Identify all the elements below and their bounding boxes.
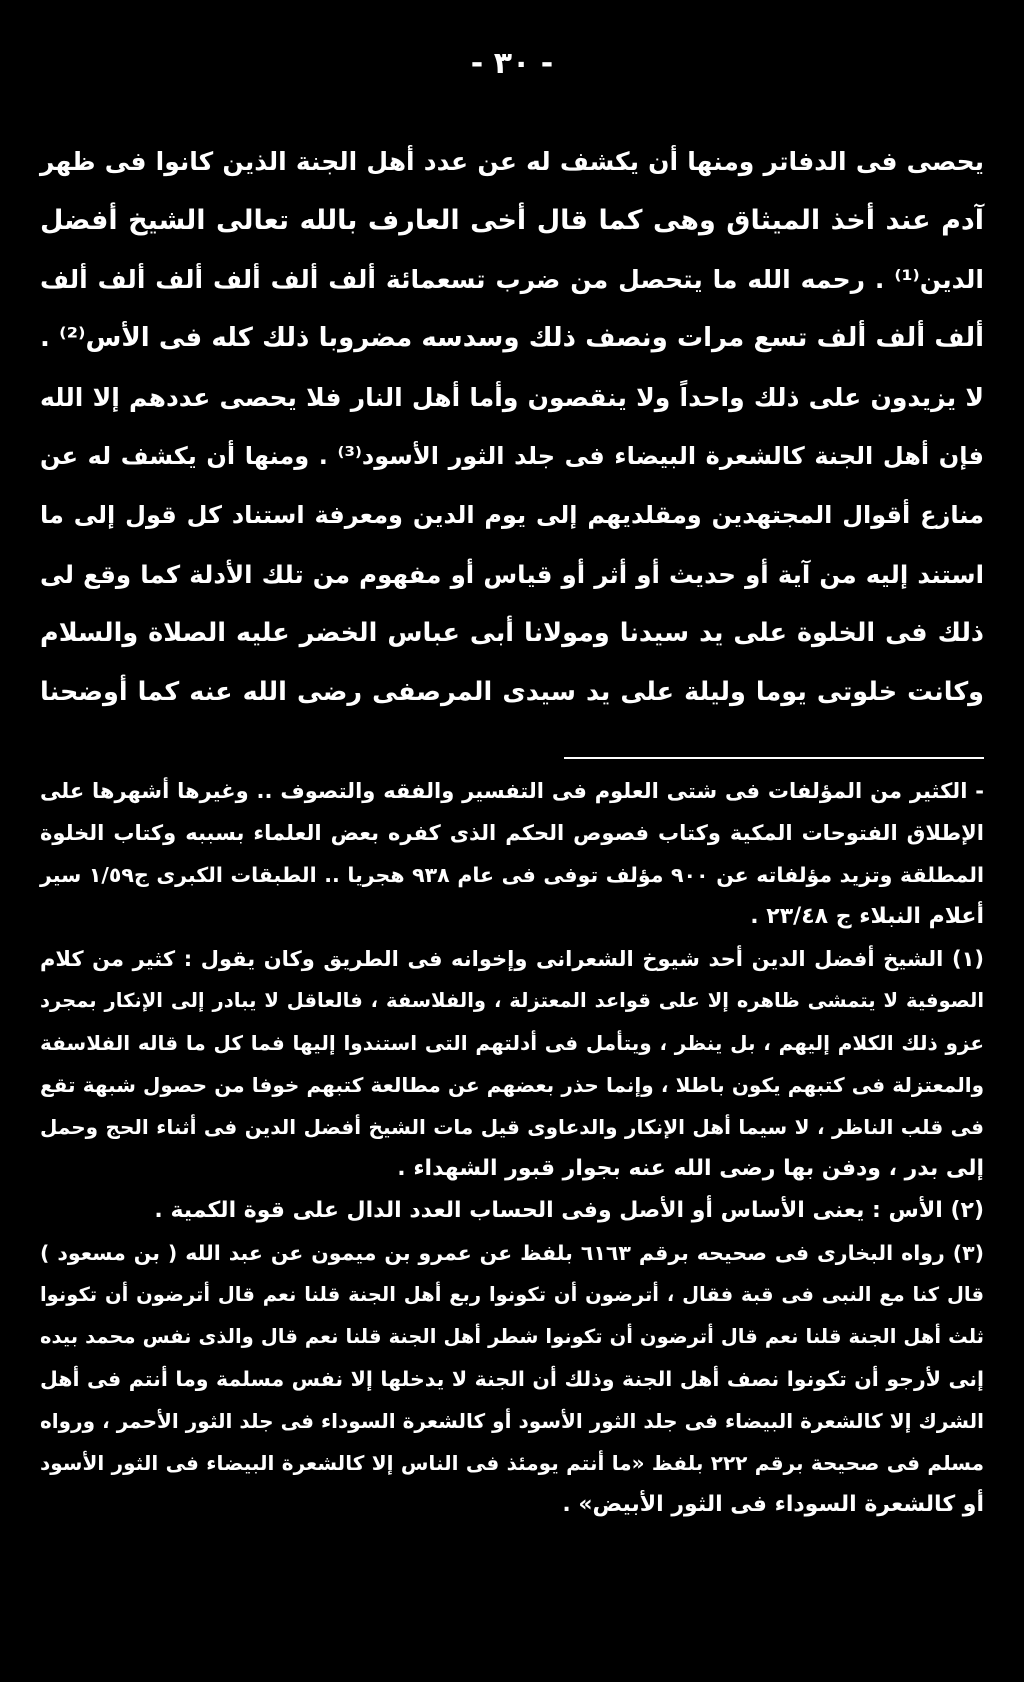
main-text-line: آدم عند أخذ الميثاق وهى كما قال أخى العارف بالله تعالى الشيخ أفضل: [40, 205, 984, 236]
page-number: - ٣٠ -: [470, 46, 554, 81]
main-text-line: وكانت خلوتى يوما وليلة على يد سيدى المرصفى رضى الله عنه كما أوضحنا: [40, 677, 984, 707]
footnotes-section: [40, 770, 984, 1526]
footnote-line: - الكثير من المؤلفات فى شتى العلوم فى التفسير والفقه والتصوف .. وغيرها أشهرها على: [40, 779, 984, 803]
main-text-line: الدين⁽¹⁾ . رحمه الله ما يتحصل من ضرب تسعمائة ألف ألف ألف ألف ألف ألف: [40, 265, 984, 294]
footnote-line: الشرك إلا كالشعرة البيضاء فى جلد الثور الأسود أو كالشعرة السوداء فى جلد الثور الأحمر ، ورواه: [40, 1409, 984, 1433]
footnote-divider: [564, 757, 984, 759]
footnote-line: أو كالشعرة السوداء فى الثور الأبيض» .: [562, 1492, 984, 1517]
footnote-line: (٢) الأس : يعنى الأساس أو الأصل وفى الحساب العدد الدال على قوة الكمية .: [154, 1198, 984, 1223]
footnote-line: إنى لأرجو أن تكونوا نصف أهل الجنة وذلك أن الجنة لا يدخلها إلا نفس مسلمة وما أنتم فى أهل: [40, 1367, 984, 1391]
footnote-line: ثلث أهل الجنة قلنا نعم قال أترضون أن تكونوا شطر أهل الجنة قلنا نعم قال والذى نفس محمد بيده: [40, 1325, 984, 1348]
footnote-line: (٣) رواه البخارى فى صحيحه برقم ٦١٦٣ بلفظ عن عمرو بن ميمون عن عبد الله ( بن مسعود ): [40, 1241, 984, 1265]
footnote-line: والمعتزلة فى كتبهم يكون باطلا ، وإنما حذر بعضهم عن مطالعة كتبهم خوفا من حصول شبهة تقع: [40, 1073, 984, 1097]
footnote-line: فى قلب الناظر ، لا سيما أهل الإنكار والدعاوى قيل مات الشيخ أفضل الدين فى أثناء الحج وحمل: [40, 1115, 984, 1139]
footnote-line: الصوفية لا يتمشى ظاهره إلا على قواعد المعتزلة ، والفلاسفة ، فالعاقل لا يبادر إلى الإنكار بمجرد: [40, 989, 984, 1012]
footnote-line: المطلقة وتزيد مؤلفاته عن ٩٠٠ مؤلف توفى فى عام ٩٣٨ هجريا .. الطبقات الكبرى ج١/٥٩ سير: [40, 863, 985, 887]
footnote-line: إلى بدر ، ودفن بها رضى الله عنه بجوار قبور الشهداء .: [397, 1156, 984, 1181]
footnote-line: قال كنا مع النبى فى قبة فقال ، أترضون أن تكونوا ربع أهل الجنة قلنا نعم قال أترضون أن تكونوا: [40, 1283, 984, 1306]
footnote-line: أعلام النبلاء ج ٢٣/٤٨ .: [750, 904, 984, 929]
main-body-text: [40, 132, 984, 722]
footnote-line: الإطلاق الفتوحات المكية وكتاب فصوص الحكم الذى كفره بعض العلماء بسببه وكتاب الخلوة: [40, 821, 984, 845]
footnote-line: (١) الشيخ أفضل الدين أحد شيوخ الشعرانى وإخوانه فى الطريق وكان يقول : كثير من كلام: [40, 947, 984, 971]
main-text-line: ألف ألف ألف تسع مرات ونصف ذلك وسدسه مضروبا ذلك كله فى الأس⁽²⁾ .: [40, 323, 984, 353]
main-text-line: منازع أقوال المجتهدين ومقلديهم إلى يوم الدين ومعرفة استناد كل قول إلى ما: [40, 501, 984, 529]
footnote-line: مسلم فى صحيحة برقم ٢٢٢ بلفظ «ما أنتم يومئذ فى الناس إلا كالشعرة البيضاء فى الثور الأسود: [40, 1451, 984, 1475]
footnote-line: عزو ذلك الكلام إليهم ، بل ينظر ، ويتأمل فى أدلتهم التى استندوا إليها فما كل ما قاله الفلاسفة: [40, 1031, 984, 1055]
main-text-line: فإن أهل الجنة كالشعرة البيضاء فى جلد الثور الأسود⁽³⁾ . ومنها أن يكشف له عن: [40, 442, 984, 470]
main-text-line: ذلك فى الخلوة على يد سيدنا ومولانا أبى عباس الخضر عليه الصلاة والسلام: [40, 618, 984, 648]
main-text-line: استند إليه من آية أو حديث أو أثر أو قياس أو مفهوم من تلك الأدلة كما وقع لى: [40, 560, 984, 589]
main-text-line: يحصى فى الدفاتر ومنها أن يكشف له عن عدد أهل الجنة الذين كانوا فى ظهر: [40, 147, 984, 176]
main-text-line: لا يزيدون على ذلك واحداً ولا ينقصون وأما أهل النار فلا يحصى عددهم إلا الله: [40, 383, 984, 412]
